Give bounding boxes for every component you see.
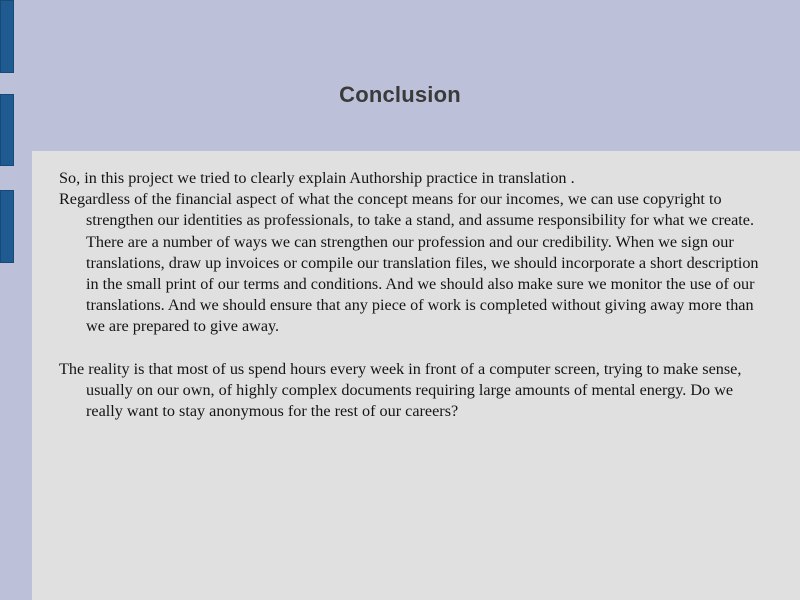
paragraph-intro: So, in this project we tried to clearly explain Authorship practice in translation .	[59, 169, 575, 187]
paragraph-copyright: Regardless of the financial aspect of what the concept means for our incomes, we can use copyright to strengthen our identities as professionals, to take a stand, and assume responsibility for what we create. There are a number of ways we can strengthen our profession and our credibility. When we sign our translations, draw up invoices or compile our translation files, we should incorporate a short description in the small print of our terms and conditions. And we should also make sure we monitor the use of our translations. And we should ensure that any piece of work is completed without giving away more than we are prepared to give away.	[59, 190, 759, 336]
accent-bar-bottom	[0, 190, 14, 263]
slide-title: Conclusion	[339, 82, 461, 107]
paragraph-spacer	[59, 338, 759, 359]
accent-bar-top	[0, 0, 14, 73]
body-text	[59, 168, 759, 422]
paragraph-reality: The reality is that most of us spend hours every week in front of a computer screen, trying to make sense, usually on our own, of highly complex documents requiring large amounts of mental energy. Do we really want to stay anonymous for the rest of our careers?	[59, 359, 742, 421]
